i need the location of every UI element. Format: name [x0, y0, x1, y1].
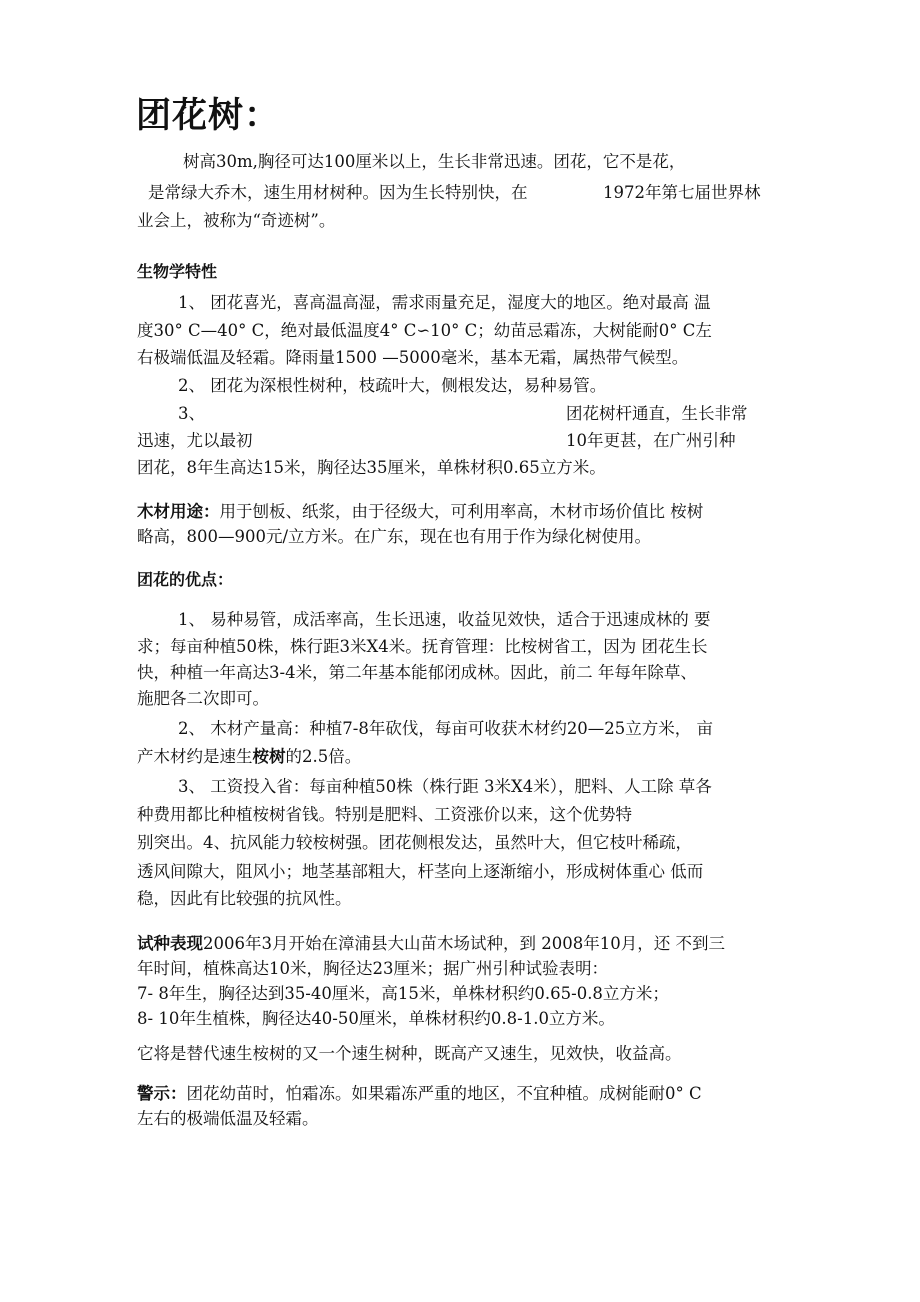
advantages-heading: 团花的优点：: [137, 570, 234, 589]
intro-line-2: 是常绿大乔木，速生用材树种。因为生长特别快，在: [148, 183, 528, 202]
trial-label: 试种表现: [137, 934, 203, 953]
bio-line-6b: 10年更甚，在广州引种: [566, 431, 736, 450]
adv-line-6c: 的2.5倍。: [285, 747, 362, 766]
bio-line-6a: 迅速，尤以最初: [137, 431, 253, 450]
adv-line-10: 透风间隙大，阻风小；地茎基部粗大，杆茎向上逐渐缩小，形成树体重心 低而: [137, 862, 704, 881]
adv-eucalyptus-bold: 桉树: [252, 747, 286, 766]
bio-line-7: 团花，8年生高达15米，胸径达35厘米，单株材积0.65立方米。: [137, 458, 606, 477]
wood-line-1: [137, 500, 703, 524]
warning-text-1: 团花幼苗时，怕霜冻。如果霜冻严重的地区，不宜种植。成树能耐0° C: [186, 1084, 702, 1103]
trial-line-1: [137, 932, 725, 956]
bio-line-4: 2、 团花为深根性树种，枝疏叶大，侧根发达，易种易管。: [178, 376, 607, 395]
adv-line-8: 种费用都比种植桉树省钱。特别是肥料、工资涨价以来，这个优势特: [137, 805, 632, 824]
adv-line-1: 1、 易种易管，成活率高，生长迅速，收益见效快，适合于迅速成林的 要: [178, 610, 711, 629]
adv-line-5: 2、 木材产量高：种植7-8年砍伐，每亩可收获木材约20—25立方米， 亩: [178, 719, 714, 738]
adv-line-2: 求；每亩种植50株，株行距3米X4米。抚育管理：比桉树省工，因为 团花生长: [137, 637, 708, 656]
intro-line-1: 树高30m,胸径可达100厘米以上，生长非常迅速。团花，它不是花，: [183, 152, 686, 171]
warning-label: 警示：: [137, 1084, 187, 1103]
bio-line-1: 1、 团花喜光，喜高温高湿，需求雨量充足，湿度大的地区。绝对最高 温: [178, 293, 711, 312]
trial-text-1: 2006年3月开始在漳浦县大山苗木场试种，到 2008年10月，还 不到三: [203, 934, 725, 953]
warning-line-2: 左右的极端低温及轻霜。: [137, 1109, 319, 1128]
adv-line-3: 快，种植一年高达3-4米，第二年基本能郁闭成林。因此，前二 年每年除草、: [137, 663, 697, 682]
adv-line-4: 施肥各二次即可。: [137, 689, 269, 708]
wood-line-2: 略高，800—900元/立方米。在广东，现在也有用于作为绿化树使用。: [137, 527, 652, 546]
bio-heading: 生物学特性: [137, 262, 218, 281]
bio-line-2: 度30° C—40° C，绝对最低温度4° C∽10° C；幼苗忌霜冻，大树能耐0° C左: [137, 321, 712, 340]
trial-line-4: 8- 10年生植株，胸径达40-50厘米，单株材积约0.8-1.0立方米。: [137, 1009, 615, 1028]
summary-line: 它将是替代速生桉树的又一个速生树种，既高产又速生，见效快，收益高。: [137, 1044, 682, 1063]
trial-line-2: 年时间，植株高达10米，胸径达23厘米；据广州引种试验表明：: [137, 959, 608, 978]
intro-line-3: 业会上，被称为“奇迹树”。: [137, 211, 336, 230]
bio-line-3: 右极端低温及轻霜。降雨量1500 —5000毫米，基本无霜，属热带气候型。: [137, 348, 689, 367]
warning-line-1: [137, 1082, 702, 1106]
wood-text-1: 用于刨板、纸浆，由于径级大，可利用率高，木材市场价值比 桉树: [219, 502, 704, 521]
bio-line-5a: 3、: [178, 404, 205, 423]
adv-line-6: [137, 745, 361, 769]
adv-line-7: 3、 工资投入省：每亩种植50株（株行距 3米X4米），肥料、人工除 草各: [178, 777, 712, 796]
adv-line-11: 稳，因此有比较强的抗风性。: [137, 889, 352, 908]
wood-label: 木材用途：: [137, 502, 220, 521]
trial-line-3: 7- 8年生，胸径达到35-40厘米，高15米，单株材积约0.65-0.8立方米；: [137, 984, 669, 1003]
bio-line-5b: 团花树杆通直，生长非常: [566, 404, 748, 423]
page-title: 团花树：: [136, 96, 281, 136]
adv-line-9: 别突出。4、抗风能力较桉树强。团花侧根发达，虽然叶大，但它枝叶稀疏，: [137, 833, 692, 852]
intro-line-2b: 1972年第七届世界林: [603, 183, 761, 202]
adv-line-6a: 产木材约是速生: [137, 747, 253, 766]
